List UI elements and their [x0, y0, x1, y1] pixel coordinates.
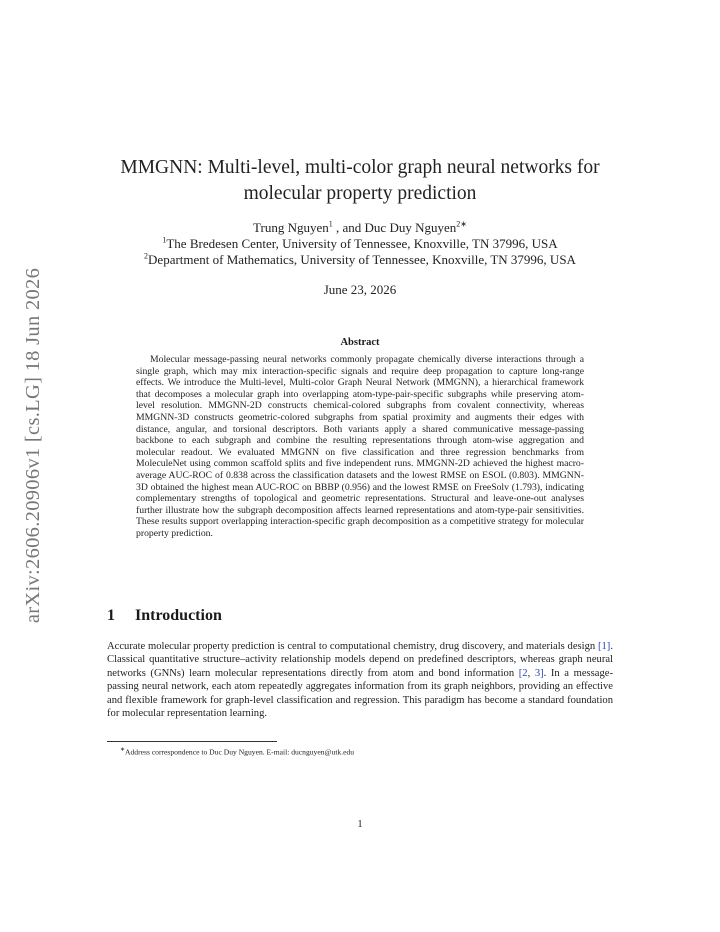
- title-line-1: MMGNN: Multi-level, multi-color graph neural networks for: [120, 157, 600, 178]
- arxiv-identifier-stamp: [14, 245, 54, 645]
- abstract-heading: Abstract: [340, 337, 380, 348]
- footnote-rule: [107, 741, 277, 742]
- affiliation-1-text: The Bredesen Center, University of Tennessee, Knoxville, TN 37996, USA: [166, 236, 558, 251]
- intro-text-1: Accurate molecular property prediction is central to computational chemistry, drug discovery, and materials design: [107, 641, 598, 652]
- affiliation-1: [100, 236, 620, 252]
- author-joiner: , and: [332, 220, 365, 235]
- affiliation-1-sup: 1: [162, 235, 167, 245]
- author-1-sup: 1: [328, 219, 333, 229]
- section-title: Introduction: [135, 607, 222, 624]
- affiliation-2: [100, 252, 620, 268]
- footnote: [120, 746, 354, 757]
- affiliation-2-sup: 2: [144, 251, 149, 261]
- citation-link-3[interactable]: 3]: [534, 667, 544, 679]
- intro-text-3: . In a message-passing neural network, each atom repeatedly aggregates information from its graph neighbors, providing an effective and flexible framework for graph-level classification and regression. This paradigm has become a standard foundation for molecular representation learning.: [107, 667, 613, 720]
- abstract-body: Molecular message-passing neural networks commonly propagate chemically diverse interactions through a single graph, which may mix interaction-specific signals and require deep propagation to capture long-range effects. We introduce the Multi-level, Multi-color Graph Neural Network (MMGNN), a hierarchical framework that decomposes a molecular graph into overlapping atom-type-pair-specific subgraphs while preserving atom-level resolution. MMGNN-2D constructs chemical-colored subgraphs from covalent connectivity, whereas MMGNN-3D constructs geometric-colored subgraphs from spatial proximity and augments their edges with distance, angular, and torsional descriptors. Both variants apply a shared communicative message-passing backbone to each subgraph and combine the resulting representations through atom-wise aggregation and molecular readout. We evaluated MMGNN on five classification and three regression benchmarks from MoleculeNet using common scaffold splits and five independent runs. MMGNN-2D achieved the highest macro-average AUC-ROC of 0.838 across the classification datasets and the lowest RMSE on ESOL (0.803). MMGNN-3D obtained the highest mean AUC-ROC on BBBP (0.956) and the lowest RMSE on FreeSolv (1.793), indicating complementary strengths of topological and geometric representations. Structural and leave-one-out analyses further illustrate how the subgraph decomposition affects learned representations and atom-type-pair sensitivities. These results support overlapping interaction-specific graph decomposition as a competitive strategy for molecular property prediction.: [136, 354, 584, 539]
- citation-separator: ,: [527, 667, 535, 679]
- page-number: 1: [357, 819, 363, 830]
- section-heading: [107, 607, 222, 625]
- author-names: [100, 220, 620, 236]
- intro-paragraph: [107, 640, 613, 720]
- footnote-text: Address correspondence to Duc Duy Nguyen. E-mail: ducnguyen@utk.edu: [125, 747, 355, 757]
- author-2-sup: 2∗: [456, 219, 467, 229]
- citation-link-1[interactable]: [1]: [597, 641, 611, 652]
- author-block: [100, 220, 620, 268]
- intro-text-2: . Classical quantitative structure–activity relationship models depend on predefined descriptors, whereas graph neural networks (GNNs) learn molecular representations directly from atom and bond information: [107, 641, 613, 679]
- paper-title: [100, 155, 620, 207]
- affiliation-2-text: Department of Mathematics, University of Tennessee, Knoxville, TN 37996, USA: [148, 252, 576, 267]
- author-2: Duc Duy Nguyen: [364, 220, 457, 235]
- citation-link-2[interactable]: [2: [518, 667, 528, 679]
- footnote-mark: ∗: [120, 747, 126, 753]
- paper-date: June 23, 2026: [323, 282, 397, 297]
- section-number: 1: [107, 607, 115, 624]
- arxiv-identifier-text: arXiv:2606.20906v1 [cs.LG] 18 Jun 2026: [22, 267, 45, 623]
- author-1: Trung Nguyen: [253, 220, 329, 235]
- title-line-2: molecular property prediction: [243, 183, 477, 204]
